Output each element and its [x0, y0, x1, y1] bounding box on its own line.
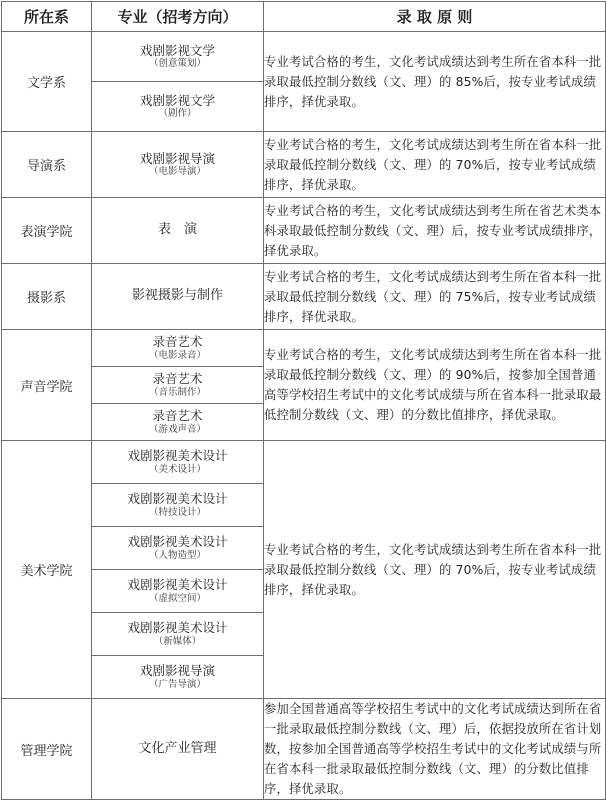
major-name: 戏剧影视美术设计 — [127, 534, 228, 550]
major-direction: （人物造型） — [148, 549, 206, 561]
major-name: 录音艺术 — [152, 408, 203, 424]
dept-cell: 文学系 — [2, 32, 92, 132]
major-name: 表 演 — [157, 222, 197, 238]
major-cell — [92, 484, 264, 527]
major-cell — [92, 570, 264, 613]
major-cell — [92, 32, 264, 82]
major-direction: （新媒体） — [153, 635, 202, 647]
header-dept: 所在系 — [2, 2, 92, 32]
major-name: 戏剧影视导演 — [139, 663, 215, 679]
header-row — [2, 2, 606, 32]
table-row — [2, 441, 606, 484]
dept-cell: 导演系 — [2, 132, 92, 198]
major-direction: （美术设计） — [148, 463, 206, 475]
major-direction: （音乐制作） — [148, 386, 206, 398]
header-major: 专业（招考方向） — [92, 2, 264, 32]
major-name: 影视摄影与制作 — [131, 288, 223, 304]
table-row — [2, 330, 606, 367]
major-direction: （游戏声音） — [148, 423, 206, 435]
rule-cell: 专业考试合格的考生，文化考试成绩达到考生所在省本科一批录取最低控制分数线（文、理）的 85%后，按专业考试成绩排序，择优录取。 — [264, 32, 606, 132]
major-name: 戏剧影视美术设计 — [127, 577, 228, 593]
dept-cell: 表演学院 — [2, 198, 92, 264]
major-name: 戏剧影视美术设计 — [127, 448, 228, 464]
major-name: 戏剧影视文学 — [139, 92, 215, 108]
rule-cell: 专业考试合格的考生，文化考试成绩达到考生所在省本科一批录取最低控制分数线（文、理）的 70%后，按专业考试成绩排序，择优录取。 — [264, 132, 606, 198]
rule-cell: 参加全国普通高等学校招生考试中的文化考试成绩达到所在省一批录取最低控制分数线（文、理）后，依据投放所在省计划数，按参加全国普通高等学校招生考试中的文化考试成绩与所在省本科一批录取最低控制分数线（文、理）的分数比值排序，择优录取。 — [264, 699, 606, 800]
major-cell — [92, 198, 264, 264]
table-row — [2, 132, 606, 198]
major-cell — [92, 330, 264, 367]
dept-cell: 管理学院 — [2, 699, 92, 800]
rule-cell: 专业考试合格的考生，文化考试成绩达到考生所在省本科一批录取最低控制分数线（文、理）的 75%后，按专业考试成绩排序，择优录取。 — [264, 264, 606, 330]
table-row — [2, 198, 606, 264]
major-cell — [92, 82, 264, 132]
major-direction: （创意策划） — [148, 58, 206, 70]
major-name: 录音艺术 — [152, 334, 203, 350]
dept-cell: 摄影系 — [2, 264, 92, 330]
major-name: 文化产业管理 — [138, 740, 217, 756]
major-name: 戏剧影视文学 — [139, 42, 215, 58]
major-name: 戏剧影视美术设计 — [127, 620, 228, 636]
table-row — [2, 699, 606, 800]
rule-cell: 专业考试合格的考生，文化考试成绩达到考生所在省艺术类本科录取最低控制分数线（文、理）后，按专业考试成绩排序，择优录取。 — [264, 198, 606, 264]
major-cell — [92, 367, 264, 404]
admission-table — [1, 1, 606, 800]
major-direction: （电影导演） — [148, 166, 206, 178]
rule-cell: 专业考试合格的考生，文化考试成绩达到考生所在省本科一批录取最低控制分数线（文、理）的 70%后，按专业考试成绩排序，择优录取。 — [264, 441, 606, 699]
table-row — [2, 264, 606, 330]
major-cell — [92, 699, 264, 800]
major-cell — [92, 527, 264, 570]
major-name: 戏剧影视导演 — [139, 150, 215, 166]
major-direction: （虚拟空间） — [148, 592, 206, 604]
dept-cell: 声音学院 — [2, 330, 92, 441]
major-direction: （电影录音） — [148, 349, 206, 361]
major-direction: （剧作） — [158, 108, 197, 120]
major-cell — [92, 404, 264, 441]
major-direction: （广告导演） — [148, 678, 206, 690]
major-cell — [92, 132, 264, 198]
major-direction: （特技设计） — [148, 506, 206, 518]
major-cell — [92, 656, 264, 699]
header-rule: 录 取 原 则 — [264, 2, 606, 32]
dept-cell: 美术学院 — [2, 441, 92, 699]
major-name: 戏剧影视美术设计 — [127, 491, 228, 507]
major-cell — [92, 264, 264, 330]
rule-cell: 专业考试合格的考生，文化考试成绩达到考生所在省本科一批录取最低控制分数线（文、理）的 90%后，按参加全国普通高等学校招生考试中的文化考试成绩与所在省本科一批录取最低控制分数线（文、理）的分数比值排序，择优录取。 — [264, 330, 606, 441]
table-row — [2, 32, 606, 82]
major-name: 录音艺术 — [152, 371, 203, 387]
major-cell — [92, 613, 264, 656]
major-cell — [92, 441, 264, 484]
